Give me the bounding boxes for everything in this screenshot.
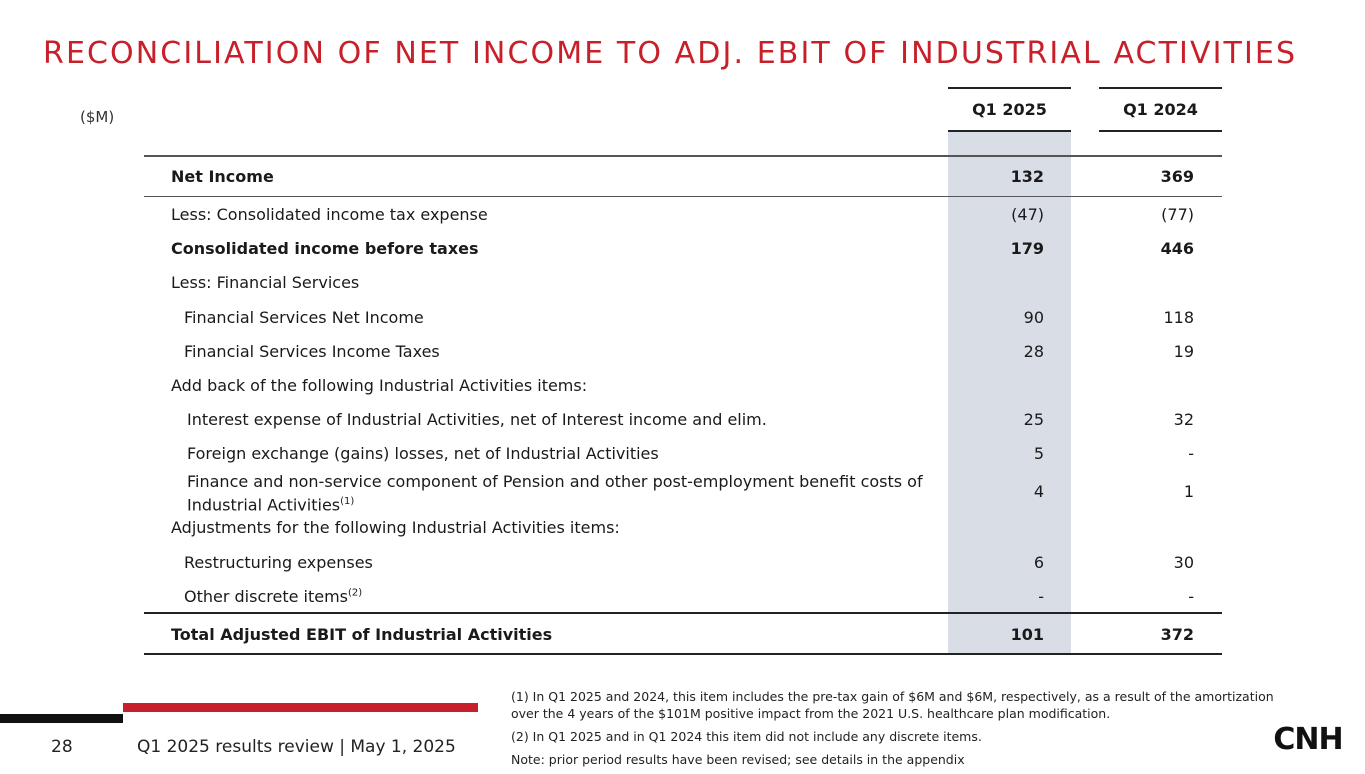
- row-label: Net Income: [171, 167, 274, 186]
- column-header-q1-2024: Q1 2024: [1099, 87, 1222, 132]
- table-row-other-discrete: [144, 587, 1222, 607]
- row-divider: [144, 196, 1222, 197]
- row-value-q1-2024: 32: [1173, 410, 1194, 429]
- row-value-q1-2025: 5: [1033, 444, 1044, 463]
- cnh-logo: [1266, 722, 1350, 752]
- page-title: RECONCILIATION OF NET INCOME TO ADJ. EBIT OF INDUSTRIAL ACTIVITIES: [43, 36, 1298, 71]
- table-row-fs-net-income: [144, 308, 1222, 328]
- footer-accent-bar-black: [0, 714, 123, 723]
- row-value-q1-2024: 19: [1173, 342, 1194, 361]
- row-value-q1-2024: -: [1188, 444, 1194, 463]
- row-label: Financial Services Net Income: [184, 308, 424, 327]
- row-value-q1-2024: 1: [1183, 482, 1194, 501]
- row-value-q1-2025: -: [1038, 587, 1044, 606]
- table-row-net-income: [144, 167, 1222, 187]
- row-value-q1-2025: 25: [1023, 410, 1044, 429]
- row-value-q1-2025: 90: [1023, 308, 1044, 327]
- row-value-q1-2025: 28: [1023, 342, 1044, 361]
- row-value-q1-2025: 132: [1010, 167, 1044, 186]
- logo-text: CNH: [1273, 722, 1343, 752]
- row-label: Finance and non-service component of Pension and other post-employment benefit costs of Industrial Activities: [187, 472, 923, 515]
- table-row-tax-expense: [144, 205, 1222, 225]
- row-label: Interest expense of Industrial Activities, net of Interest income and elim.: [187, 410, 767, 429]
- footer-text: Q1 2025 results review | May 1, 2025: [137, 737, 456, 757]
- table-top-rule: [144, 155, 1222, 157]
- page-number: 28: [51, 737, 73, 757]
- row-value-q1-2025: 179: [1010, 239, 1044, 258]
- row-label: Total Adjusted EBIT of Industrial Activities: [171, 625, 553, 644]
- row-value-q1-2024: 372: [1160, 625, 1194, 644]
- row-label: Restructuring expenses: [184, 553, 373, 572]
- table-row-adjustments-header: [144, 518, 1222, 538]
- row-label: Financial Services Income Taxes: [184, 342, 440, 361]
- footnote-2: (2) In Q1 2025 and in Q1 2024 this item did not include any discrete items.: [511, 729, 982, 744]
- row-label: Add back of the following Industrial Activities items:: [171, 376, 588, 395]
- total-top-rule: [144, 612, 1222, 614]
- column-header-q1-2025: Q1 2025: [948, 87, 1071, 132]
- row-value-q1-2025: (47): [1011, 205, 1044, 224]
- row-value-q1-2024: 30: [1173, 553, 1194, 572]
- row-label: Other discrete items: [184, 587, 349, 606]
- row-label: Foreign exchange (gains) losses, net of Industrial Activities: [187, 444, 659, 463]
- row-value-q1-2025: 4: [1033, 482, 1044, 501]
- row-value-q1-2025: 6: [1033, 553, 1044, 572]
- table-row-restructuring: [144, 553, 1222, 573]
- table-row-add-back-header: [144, 376, 1222, 396]
- footnote-ref-1: (1): [340, 496, 355, 507]
- row-value-q1-2024: 446: [1160, 239, 1194, 258]
- table-row-foreign-exchange: [144, 444, 1222, 464]
- table-row-income-before-taxes: [144, 239, 1222, 259]
- row-label-wrapper: [184, 587, 362, 606]
- row-label: Less: Financial Services: [171, 273, 360, 292]
- table-row-total: [144, 625, 1222, 645]
- table-row-interest-expense: [144, 410, 1222, 430]
- footnote-note: Note: prior period results have been revised; see details in the appendix: [511, 752, 965, 767]
- footer-accent-bar-red: [123, 703, 478, 712]
- row-value-q1-2024: 369: [1160, 167, 1194, 186]
- row-value-q1-2025: 101: [1010, 625, 1044, 644]
- table-bottom-rule: [144, 653, 1222, 655]
- table-row-fs-income-taxes: [144, 342, 1222, 362]
- units-label: ($M): [80, 108, 115, 126]
- row-label: Less: Consolidated income tax expense: [171, 205, 488, 224]
- row-value-q1-2024: -: [1188, 587, 1194, 606]
- table-row-less-financial-services: [144, 273, 1222, 293]
- row-label: Adjustments for the following Industrial Activities items:: [171, 518, 620, 537]
- footnote-1: (1) In Q1 2025 and 2024, this item includes the pre-tax gain of $6M and $6M, respectively, as a result of the amortization over the 4 years of the $101M positive impact from the 2021 U.S. healthcare plan modification.: [511, 689, 1274, 721]
- footnote-ref-2: (2): [348, 587, 363, 599]
- row-value-q1-2024: 118: [1163, 308, 1194, 327]
- row-label: Consolidated income before taxes: [171, 239, 479, 258]
- footnotes: [511, 688, 1301, 774]
- row-label-wrapper: [187, 472, 927, 515]
- table-row-pension-costs: [144, 472, 1222, 515]
- row-value-q1-2024: (77): [1161, 205, 1194, 224]
